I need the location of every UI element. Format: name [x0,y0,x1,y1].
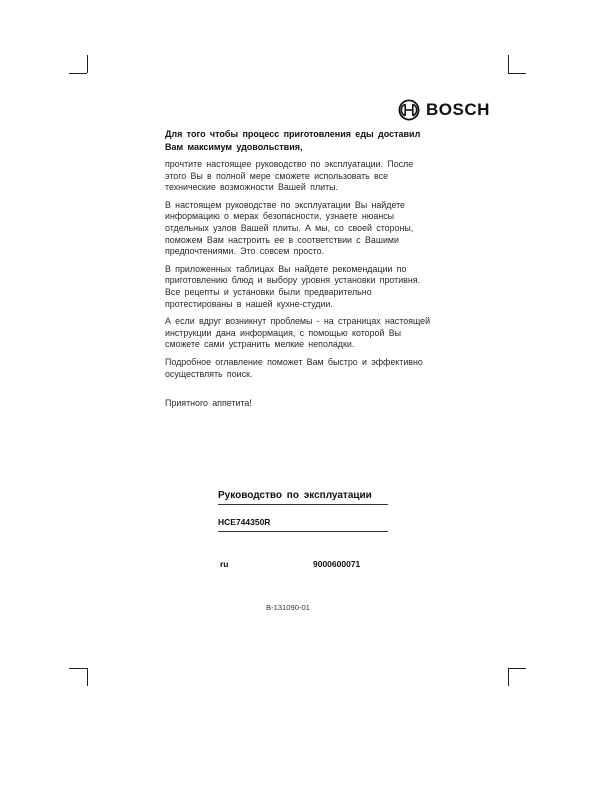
intro-text [165,128,437,416]
crop-mark [508,55,509,73]
intro-paragraph: В настоящем руководстве по эксплуатации Вы найдете информацию о мерах безопасности, узнаете нюансы отдельных узлов Вашей плиты. А мы, со своей стороны, поможем Вам настроить ее в соответствии с Вашими предпочтениями. Это совсем просто. [165,199,414,257]
model-number: HCE744350R [218,517,271,527]
divider [218,504,388,505]
crop-mark [69,73,87,74]
intro-headline: Для того чтобы процесс приготовления еды доставил Вам максимум удовольствия, [165,129,421,152]
crop-mark [508,73,526,74]
intro-paragraph: А если вдруг возникнут проблемы - на страницах настоящей инструкции дана информация, с помощью которой Вы сможете сами устранить мелкие неполадки. [165,316,431,350]
crop-mark [87,668,88,686]
crop-mark [87,55,88,73]
language-code: ru [220,559,229,569]
crop-mark [508,668,526,669]
footer-code: B-131090-01 [266,603,310,612]
brand-name: BOSCH [426,100,490,119]
brand-logo [398,99,490,121]
intro-paragraph: Подробное оглавление поможет Вам быстро и эффективно осуществлять поиск. [165,356,423,379]
intro-paragraph: прочтите настоящее руководство по эксплуатации. После этого Вы в полной мере сможете использовать все технические возможности Вашей плиты. [165,159,414,193]
crop-mark [508,668,509,686]
bosch-armature-icon [398,99,420,121]
manual-title: Руководство по эксплуатации [218,490,372,501]
crop-mark [69,668,87,669]
intro-paragraph: В приложенных таблицах Вы найдете рекомендации по приготовлению блюд и выбору уровня установки противня. Все рецепты и установки были предварительно протестированы в нашей кухне-студии. [165,263,421,309]
closing-line: Приятного аппетита! [165,398,252,409]
divider [218,531,388,532]
document-number: 9000600071 [313,559,361,569]
